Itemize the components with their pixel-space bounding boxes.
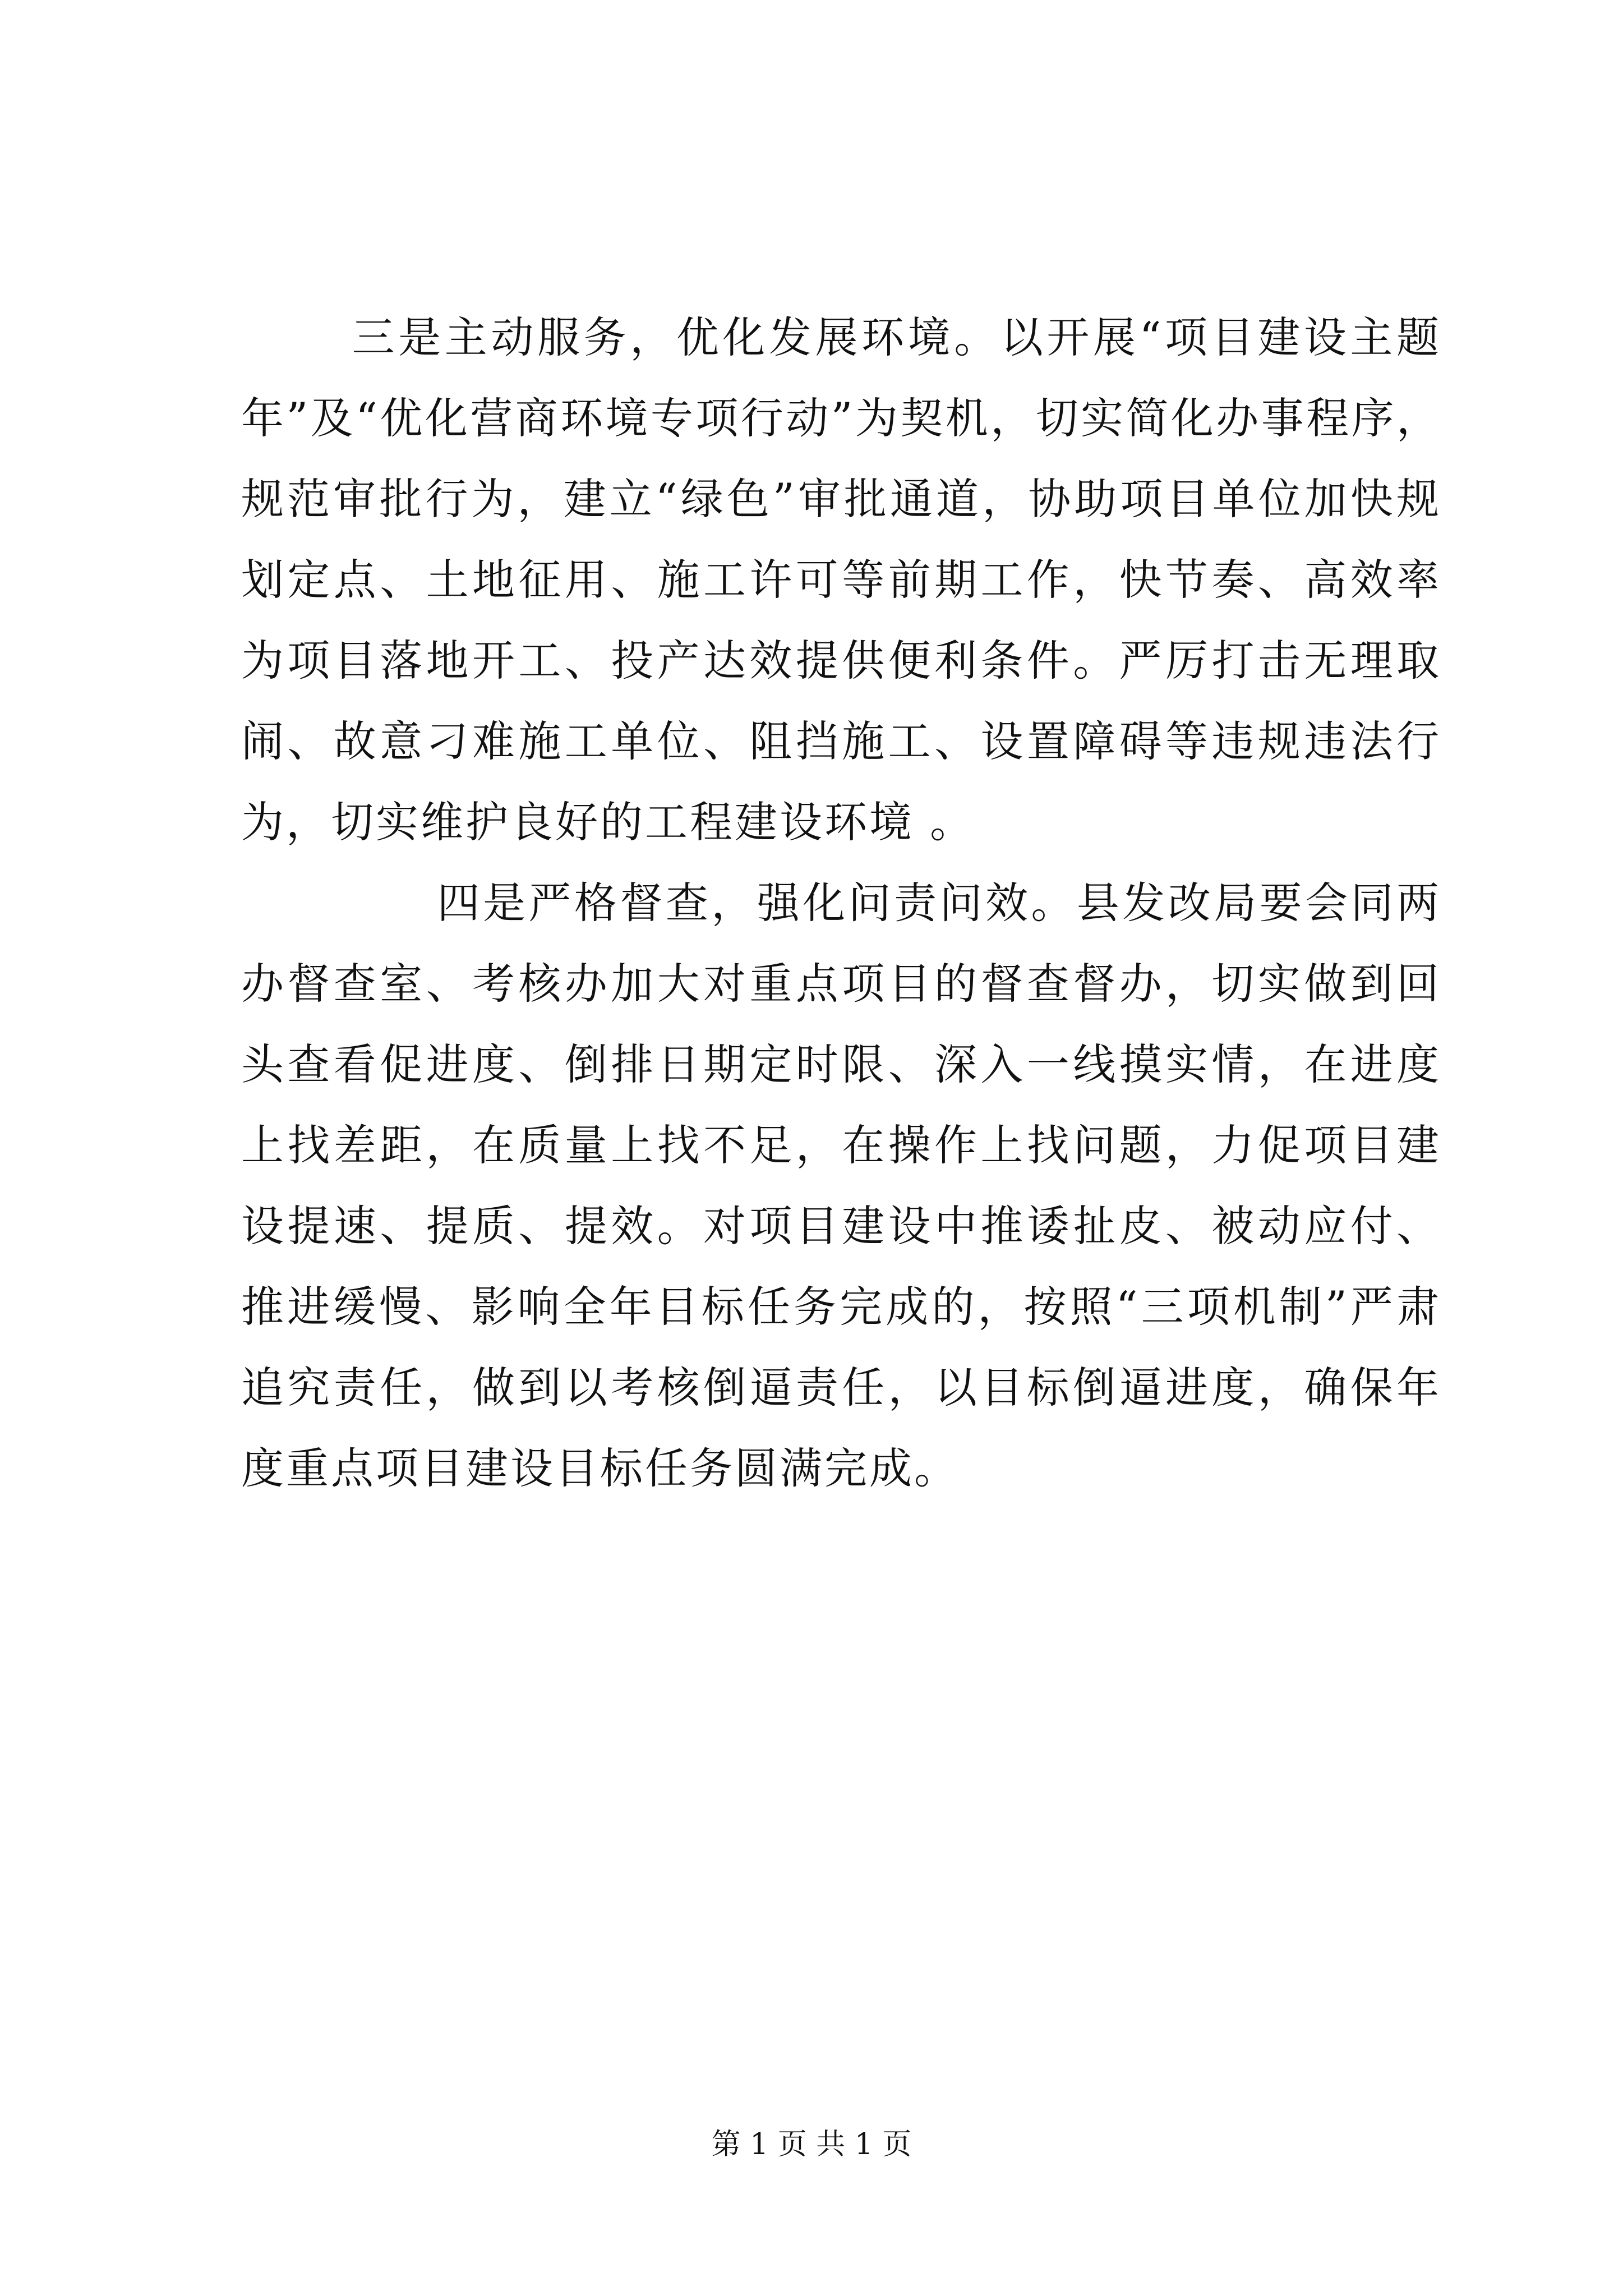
- paragraph-environment: 三是主动服务，优化发展环境。以开展“项目建设主题年”及“优化营商环境专项行动”为契机，切实简化办事程序，规范审批行为，建立“绿色”审批通道，协助项目单位加快规划定点、土地征用、施工许可等前期工作，快节奏、高效率为项目落地开工、投产达效提供便利条件。严厉打击无理取闹、故意刁难施工单位、阻挡施工、设置障碍等违规违法行为，切实维护良好的工程建设环境 。: [241, 312, 1441, 847]
- page-footer: 第 1 页 共 1 页: [711, 2128, 912, 2161]
- paragraph-supervision: 四是严格督查，强化问责问效。县发改局要会同两办督查室、考核办加大对重点项目的督查督办，切实做到回头查看促进度、倒排日期定时限、深入一线摸实情，在进度上找差距，在质量上找不足，在操作上找问题，力促项目建设提速、提质、提效。对项目建设中推诿扯皮、被动应付、推进缓慢、影响全年目标任务完成的，按照“三项机制”严肃追究责任，做到以考核倒逼责任，以目标倒逼进度，确保年度重点项目建设目标任务圆满完成。: [241, 878, 1441, 1493]
- document-body: [241, 297, 1441, 1509]
